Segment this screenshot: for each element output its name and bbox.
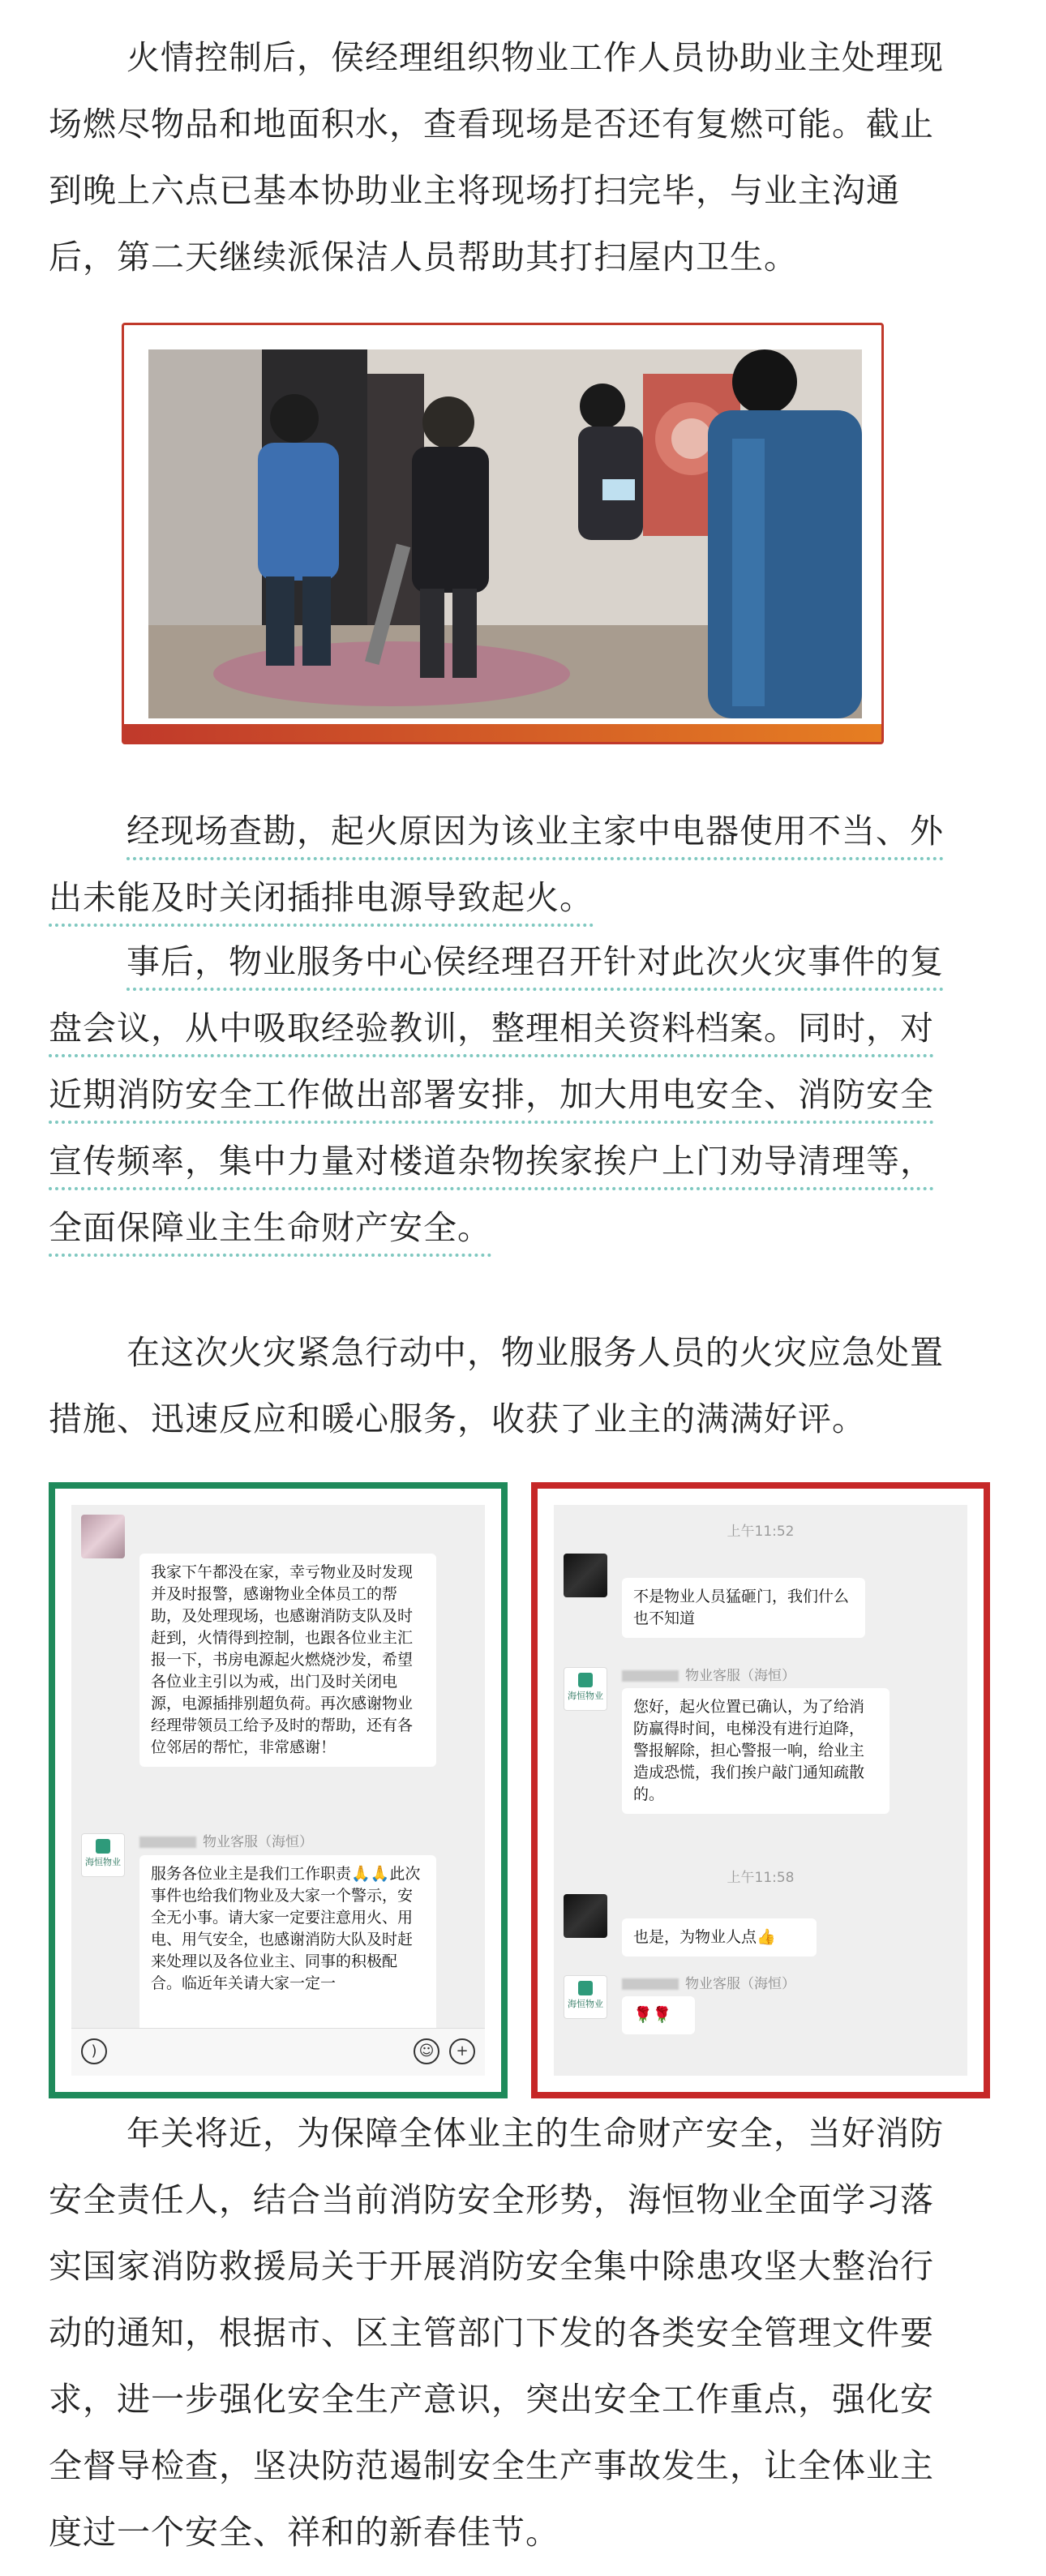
paragraph-new-year-safety: 年关将近，为保障全体业主的生命财产安全，当好消防 安全责任人，结合当前消防安全形势，海恒物业全面学习落 实国家消防救援局关于开展消防安全集中除患攻坚大整治行 动的通知，根据市、区主管部门下发的各类安全管理文件要 求，进一步强化安全生产意识，突出安全工作重点，强化安 全督导检查，坚决防范遏制安全生产事故发生，让全体业主 度过一个安全、祥和的新春佳节。 (49, 2114, 944, 2552)
property-logo-avatar: 海恒物业 (81, 1833, 125, 1877)
timestamp: 上午11:52 (727, 1524, 795, 1540)
paragraph-review-meeting: 事后，物业服务中心侯经理召开针对此次火灾事件的复 盘会议，从中吸取经验教训，整理相关资料档案。同时，对 近期消防安全工作做出部署安排，加大用电安全、消防安全 宣传频率，集中力量对楼道杂物挨家挨户上门劝导清理等， 全面保障业主生命财产安全。 (49, 928, 999, 1261)
timestamp: 上午11:58 (727, 1870, 795, 1886)
plus-icon[interactable]: + (449, 2038, 475, 2064)
voice-icon[interactable]: ) (81, 2038, 107, 2064)
property-reply-message: 🌹🌹 (622, 1996, 695, 2034)
chat-input-bar[interactable] (71, 2028, 485, 2076)
chat-screenshot-left (49, 1482, 508, 2098)
property-reply-message: 您好，起火位置已确认，为了给消防赢得时间，电梯没有进行迫降，警报解除，担心警报一响，给业主造成恐慌，我们挨户敲门通知疏散的。 (622, 1688, 890, 1814)
sender-name: 物业客服（海恒） (622, 1667, 795, 1685)
property-logo-avatar: 海恒物业 (564, 1667, 607, 1711)
chat-area-right (554, 1505, 967, 2076)
paragraph-praise: 在这次火灾紧急行动中，物业服务人员的火灾应急处置 措施、迅速反应和暖心服务，收获了业主的满满好评。 (49, 1333, 944, 1438)
owner-message: 也是，为物业人点👍 (622, 1918, 817, 1957)
scene-photo (148, 349, 862, 718)
owner-message: 我家下午都没在家，幸亏物业及时发现并及时报警，感谢物业全体员工的帮助，及处理现场，也感谢消防支队及时赶到，火情得到控制，也跟各位业主汇报一下，书房电源起火燃烧沙发，希望各位业主引以为戒，出门及时关闭电源，电源插排别超负荷。再次感谢物业经理带领员工给予及时的帮助，还有各位邻居的帮忙，非常感谢！ (139, 1554, 436, 1767)
owner-avatar (564, 1894, 607, 1938)
owner-message: 不是物业人员猛砸门，我们什么也不知道 (622, 1578, 865, 1638)
owner-avatar (81, 1515, 125, 1558)
sender-name: 物业客服（海恒） (139, 1833, 313, 1851)
logo-icon (96, 1839, 110, 1854)
logo-icon (578, 1981, 593, 1995)
chat-area-left (71, 1505, 485, 2076)
property-reply-message: 服务各位业主是我们工作职责🙏🙏此次事件也给我们物业及大家一个警示，安全无小事。请大家一定要注意用火、用电、用气安全，也感谢消防大队及时赶来处理以及各位业主、同事的积极配合。临近年关请大家一定一 (139, 1855, 436, 2034)
emoji-icon[interactable]: ☺ (414, 2038, 439, 2064)
property-logo-avatar: 海恒物业 (564, 1975, 607, 2019)
sender-name: 物业客服（海恒） (622, 1975, 795, 1993)
paragraph-cleanup: 火情控制后，侯经理组织物业工作人员协助业主处理现 场燃尽物品和地面积水，查看现场是否还有复燃可能。截止 到晚上六点已基本协助业主将现场打扫完毕，与业主沟通 后，第二天继续派保洁人员帮助其打扫屋内卫生。 (49, 38, 944, 276)
paragraph-cause: 经现场查勘，起火原因为该业主家中电器使用不当、外 出未能及时关闭插排电源导致起火。 (49, 798, 999, 931)
logo-icon (578, 1673, 593, 1687)
photo-bottom-bar (124, 724, 881, 742)
scene-photo-illustration (148, 349, 862, 718)
photo-frame (122, 323, 884, 744)
owner-avatar (564, 1554, 607, 1597)
chat-screenshot-right (531, 1482, 990, 2098)
